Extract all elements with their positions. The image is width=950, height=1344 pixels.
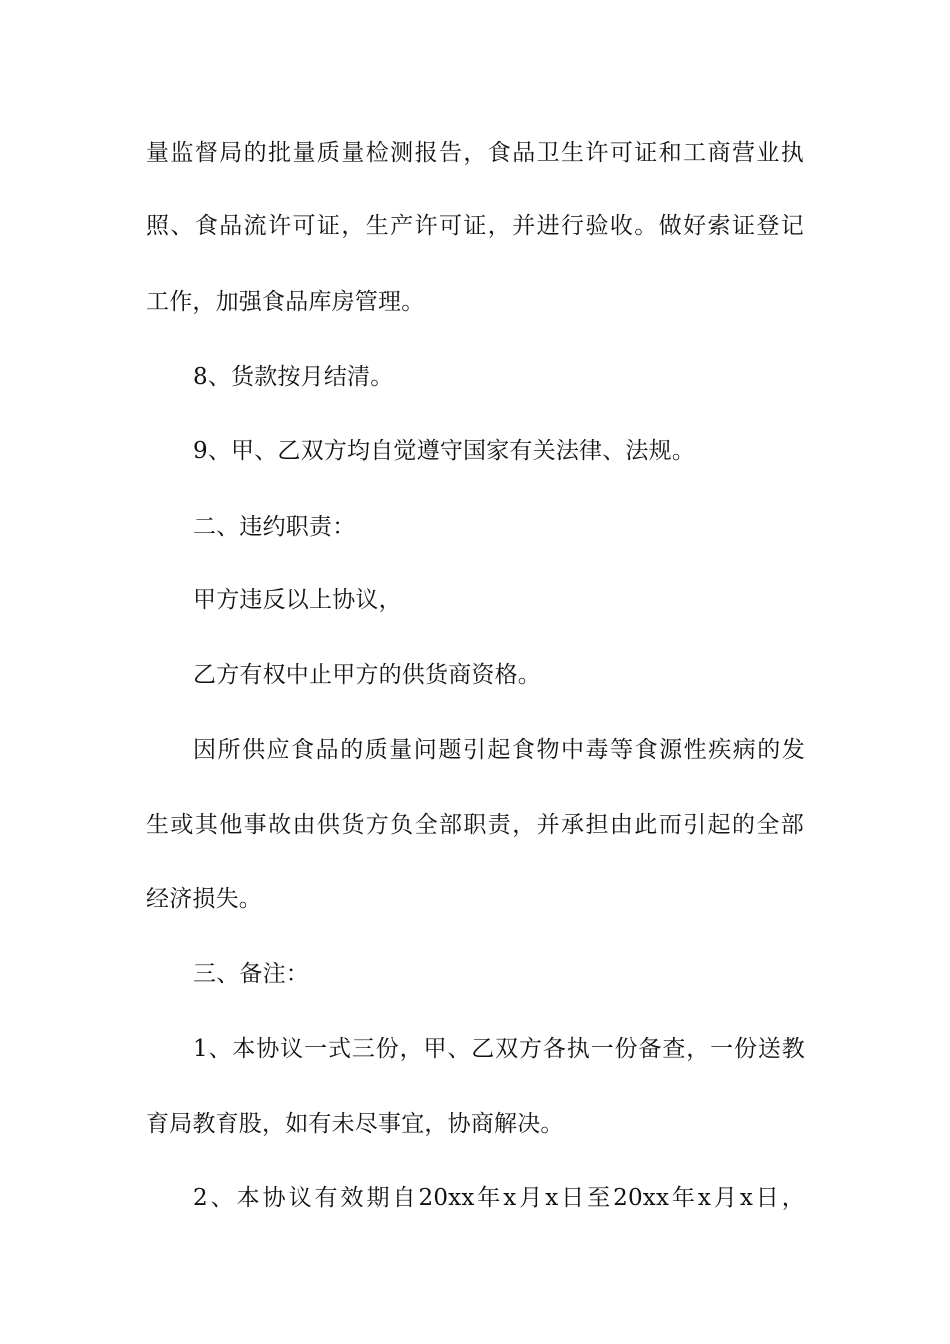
text-line: 9、甲、乙双方均自觉遵守国家有关法律、法规。 [193, 438, 696, 464]
text-line: 工作，加强食品库房管理。 [146, 289, 425, 315]
text-line: 照、食品流许可证，生产许可证，并进行验收。做好索证登记 [146, 213, 804, 239]
text-line: 因所供应食品的质量问题引起食物中毒等食源性疾病的发 [193, 737, 805, 763]
section-heading: 二、违约职责： [193, 514, 356, 540]
text-line: 育局教育股，如有未尽事宜，协商解决。 [146, 1111, 564, 1137]
text-line: 甲方违反以上协议， [193, 587, 402, 613]
text-line: 8、货款按月结清。 [193, 364, 394, 390]
text-line: 1、本协议一式三份，甲、乙双方各执一份备查，一份送教 [193, 1036, 805, 1062]
text-line: 经济损失。 [146, 886, 262, 912]
text-line: 量监督局的批量质量检测报告，食品卫生许可证和工商营业执 [146, 140, 804, 166]
section-heading: 三、备注： [193, 961, 309, 987]
text-line: 生或其他事故由供货方负全部职责，并承担由此而引起的全部 [146, 812, 804, 838]
text-line: 2、本协议有效期自20xx年x月x日至20xx年x月x日， [193, 1185, 805, 1211]
text-line: 乙方有权中止甲方的供货商资格。 [193, 662, 541, 688]
